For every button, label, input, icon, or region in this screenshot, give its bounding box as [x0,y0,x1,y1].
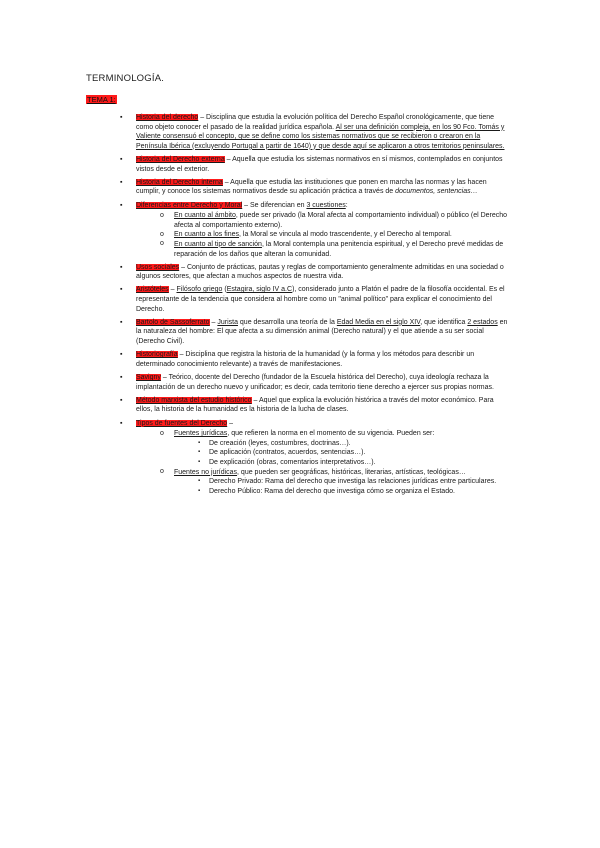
list-item [120,155,510,174]
term-highlight: Tipos de fuentes del Derecho [136,419,228,427]
sublist-item [160,429,510,467]
subitem-text: , puede ser privado (la Moral afecta al comportamiento individual) o público (el Derecho afecta al comportamiento externo). [174,212,508,229]
sublist-nested [198,439,510,468]
term-highlight: Método marxista del estudio histórico [136,396,252,404]
subitem-underlined: Fuentes jurídicas [174,430,228,438]
definition-text: – [209,318,218,326]
definition-text: – Disciplina que estudia la evolución política del Derecho Español cronológicamente, que tiene como objeto conocer el pasado de la realidad jurídica española. [136,114,495,131]
definition-underlined: 2 estados [467,318,498,326]
term-highlight: Historia del Derecho externa [136,155,225,163]
definition-text: ), considerado junto a Platón el padre de la filosofía occidental. Es el representante de la tendencia que considera al hombre como un "animal político" para explicar el conocimiento del Derecho. [136,286,505,313]
list-item [120,350,510,369]
list-item [120,178,510,197]
list-item [120,201,510,260]
list-item [120,318,510,347]
list-item [120,263,510,282]
list-item [120,419,510,497]
subitem-text: , la Moral contempla una penitencia espiritual, y el Derecho prevé medidas de reparación de los daños que alteran la comunidad. [174,240,504,258]
sublist [160,429,510,496]
definition-text: , que identifica [420,318,468,326]
sublist-nested [198,477,510,496]
subitem-underlined: En cuanto a los fines [174,231,239,239]
nested-item: ▪ Derecho Público: Rama del derecho que investiga cómo se organiza el Estado. [198,487,510,497]
term-highlight: Aristóteles [136,286,169,294]
definition-text: – [168,286,177,294]
nested-item: ▪ De explicación (obras, comentarios interpretativos…). [198,458,510,468]
term-highlight: Usos sociales [136,263,180,271]
list-item [120,396,510,415]
term-highlight: Historiografía [136,351,178,359]
definition-text: : [345,201,348,209]
subitem-underlined: En cuanto al ámbito [174,212,236,220]
definition-underlined: Filósofo griego [176,286,223,294]
nested-item: ▪ De creación (leyes, costumbres, doctrinas…). [198,439,510,449]
definition-text: – [227,419,234,427]
definition-text: – Aquella que estudia las instituciones que ponen en marcha las normas y las hacen cumplir, y conoce los sistemas normativos desde su aplicación práctica a través de [136,178,487,196]
term-highlight: Bartolo de Sassoferrato [136,318,210,326]
list-item [120,373,510,392]
list-item [120,113,510,151]
term-highlight: Historia del Derecho interna [136,178,223,186]
definition-text: que desarrolla una teoría de la [237,318,337,326]
subitem-underlined: En cuanto al tipo de sanción [174,240,262,248]
term-list [120,113,510,500]
nested-item: ▪ Derecho Privado: Rama del derecho que investiga las relaciones jurídicas entre particulares. [198,477,510,487]
definition-text: en la naturaleza del hombre: El que afecta a su dimensión animal (Derecho natural) y el que atiende a su ser social (Derecho Civil). [136,318,508,346]
sublist-item [160,468,510,497]
definition-text: ( [222,286,227,294]
definition-italic: documentos, sentencias… [395,188,478,196]
term-highlight: Historia del derecho [136,114,199,121]
definition-text: – Se diferencian en [242,201,307,209]
subitem-text: , la Moral se vincula al modo trascendente, y el Derecho al temporal. [239,231,452,239]
list-item [120,285,510,314]
definition-underlined: Edad Media en el siglo XIV [336,318,421,326]
term-highlight: Diferencias entre Derecho y Moral [136,201,243,209]
subitem-text: , que pueden ser geográficas, históricas, literarias, artísticas, teológicas… [237,468,466,476]
sublist-item [160,230,510,240]
nested-item: ▪ De aplicación (contratos, acuerdos, sentencias…). [198,448,510,458]
definition-text: – Conjunto de prácticas, pautas y reglas de comportamiento generalmente admitidas en una sociedad o algunos sectores, que afectan a muchos aspectos de nuestra vida. [136,263,504,281]
definition-text: – Teórico, docente del Derecho (fundador de la Escuela histórica del Derecho), cuya ideología rechaza la implantación de un derecho nuevo y unificador; es decir, cada territorio tiene derecho a ejercer sus propias normas. [136,374,494,391]
definition-underlined: Jurista [217,318,238,326]
document-title: TERMINOLOGÍA. [86,73,165,84]
sublist-item [160,240,510,259]
section-heading: TEMA 1: [87,95,116,104]
sublist [160,211,510,259]
subitem-text: , que refieren la norma en el momento de su vigencia. Pueden ser: [227,430,435,438]
sublist-item [160,211,510,230]
definition-text: – Aquel que explica la evolución histórica a través del motor económico. Para ellos, la historia de la humanidad es la historia de la lucha de clases. [136,396,494,414]
definition-underlined: Al ser una definición compleja, en los 90 Fco. Tomás y Valiente consensuó el concepto, que se define como los sistemas normativos que se recibieron o crearon en la Península Ibérica (excluyendo Portugal a partir de 1640) y que desde aquí se aplicaron a otros territorios peninsulares. [136,123,505,150]
definition-underlined: Estagira, siglo IV a.C [226,286,293,294]
definition-underlined: 3 cuestiones [306,201,346,209]
definition-text: – Disciplina que registra la historia de la humanidad (y la forma y los métodos para describir un determinado conocimiento relevante) a través de manifestaciones. [136,351,475,368]
definition-text: – Aquella que estudia los sistemas normativos en sí mismos, contemplados en conjuntos vistos desde el exterior. [136,155,503,173]
subitem-underlined: Fuentes no jurídicas [174,468,238,476]
term-highlight: Savigny [136,374,161,381]
